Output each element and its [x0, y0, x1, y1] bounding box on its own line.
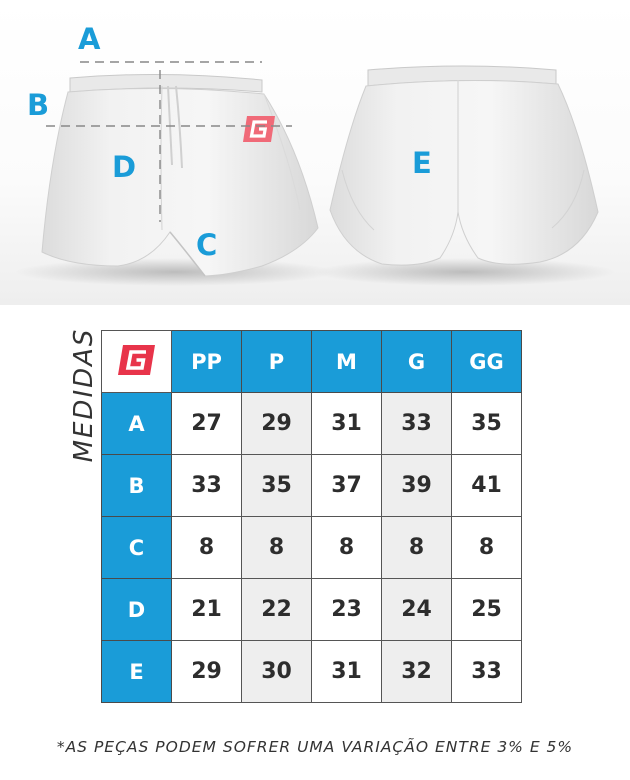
table-logo-cell — [102, 331, 172, 393]
variation-footnote: *AS PEÇAS PODEM SOFRER UMA VARIAÇÃO ENTRE 3% E 5% — [56, 738, 574, 756]
table-cell: 8 — [382, 517, 452, 579]
back-shorts — [330, 66, 598, 265]
size-col-header: GG — [452, 331, 522, 393]
table-cell: 29 — [242, 393, 312, 455]
measure-row-label: C — [102, 517, 172, 579]
measure-label-d: D — [112, 150, 137, 184]
table-cell: 32 — [382, 641, 452, 703]
table-cell: 39 — [382, 455, 452, 517]
table-cell: 31 — [312, 641, 382, 703]
table-cell: 31 — [312, 393, 382, 455]
table-cell: 30 — [242, 641, 312, 703]
table-cell: 8 — [312, 517, 382, 579]
brand-logo-icon — [243, 116, 275, 142]
measure-label-e: E — [412, 146, 432, 180]
table-cell: 37 — [312, 455, 382, 517]
front-shorts — [42, 74, 318, 276]
table-cell: 35 — [242, 455, 312, 517]
table-cell: 23 — [312, 579, 382, 641]
table-cell: 33 — [172, 455, 242, 517]
table-row — [102, 579, 522, 641]
table-cell: 24 — [382, 579, 452, 641]
table-row — [102, 455, 522, 517]
size-header-row — [102, 331, 522, 393]
shorts-illustration — [0, 0, 630, 305]
measure-row-label: B — [102, 455, 172, 517]
measurements-side-title — [64, 327, 104, 463]
table-cell: 33 — [452, 641, 522, 703]
brand-g-logo-icon — [117, 344, 157, 376]
table-cell: 22 — [242, 579, 312, 641]
table-cell: 25 — [452, 579, 522, 641]
table-row — [102, 517, 522, 579]
table-cell: 35 — [452, 393, 522, 455]
table-cell: 29 — [172, 641, 242, 703]
measure-row-label: E — [102, 641, 172, 703]
table-cell: 33 — [382, 393, 452, 455]
size-col-header: M — [312, 331, 382, 393]
table-row — [102, 641, 522, 703]
measure-label-a: A — [78, 22, 101, 56]
size-col-header: PP — [172, 331, 242, 393]
table-row — [102, 393, 522, 455]
measurements-title-text: MEDIDAS — [69, 327, 99, 463]
measure-label-c: C — [196, 228, 218, 262]
table-cell: 8 — [172, 517, 242, 579]
size-col-header: P — [242, 331, 312, 393]
table-cell: 21 — [172, 579, 242, 641]
measure-label-b: B — [27, 88, 50, 122]
table-cell: 27 — [172, 393, 242, 455]
table-cell: 8 — [242, 517, 312, 579]
measure-row-label: A — [102, 393, 172, 455]
size-col-header: G — [382, 331, 452, 393]
table-cell: 8 — [452, 517, 522, 579]
size-table — [101, 330, 522, 703]
table-cell: 41 — [452, 455, 522, 517]
measure-row-label: D — [102, 579, 172, 641]
